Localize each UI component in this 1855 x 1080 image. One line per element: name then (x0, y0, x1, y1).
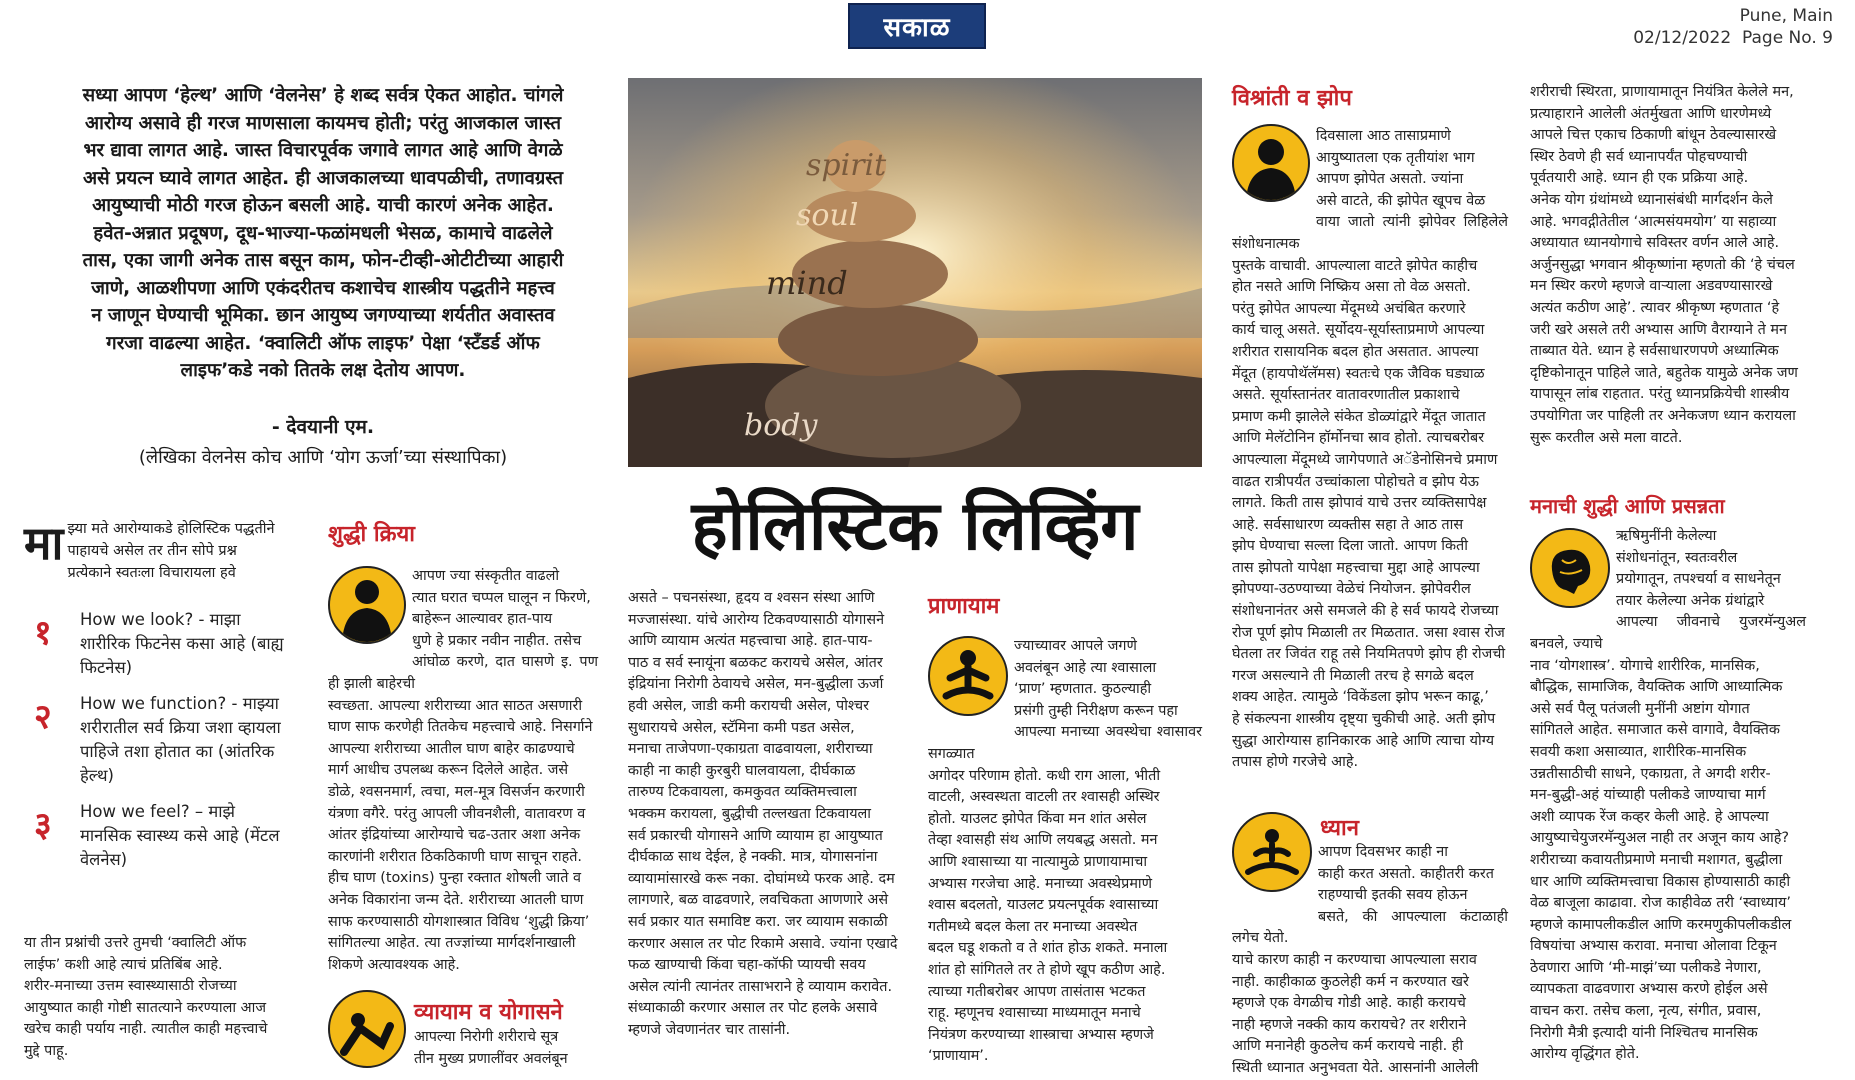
hero-word-mind: mind (766, 264, 848, 302)
question-number: २ (34, 697, 52, 737)
question-text: How we feel? – माझे मानसिक स्वास्थ्य कसे आहे (मेंटल वेलनेस) (80, 802, 280, 869)
article-title: होलिस्टिक लिव्हिंग (691, 487, 1139, 566)
stacked-stones-illustration (628, 78, 1202, 467)
masthead-logo (848, 3, 986, 49)
intro-block (56, 82, 590, 469)
col1-closing: या तीन प्रश्नांची उत्तरे तुमची ‘क्वालिटी ऑफ लाईफ’ कशी आहे त्याचं प्रतिबिंब आहे. शरीर-मनाच्या उत्तम स्वास्थ्यासाठी रोजच्या आयुष्यात काही गोष्टी सातत्याने करण्याला आज खरेच काही पर्याय नाही. त्यातील काही महत्त्वाचे मुद्दे पाहू. (24, 935, 268, 1059)
hero-word-soul: soul (796, 198, 859, 233)
drop-cap: मा (24, 516, 64, 570)
pranayam-text: ज्याच्यावर आपले जगणे अवलंबून आहे त्या श्वासाला ‘प्राण’ म्हणतात. कुठल्याही प्रसंगी तुम्ही निरीक्षण करून पहा आपल्या मनाच्या अवस्थेचा श्वासावर सगळ्यात अगोदर परिणाम होतो. कधी राग आला, भीती वाटली, अस्वस्थता वाटली तर श्वासही अस्थिर होतो. याउलट झोपेत किंवा मन शांत असेल तेव्हा श्वासही संथ आणि लयबद्ध असतो. मन आणि श्वासाच्या या नात्यामुळे प्राणायामाचा अभ्यास गरजेचा आहे. मनाच्या अवस्थेप्रमाणे श्वास बदलतो, याउलट प्रयत्नपूर्वक श्वासाच्या गतीमध्ये बदल केला तर मनाच्या अवस्थेत बदल घडू शकतो व ते शांत होऊ शकते. मनाला शांत हो सांगितले तर ते होणे खूप कठीण आहे. त्याच्या गतीबरोबर आपण तासंतास भटकत राहू. म्हणूनच श्वासाच्या माध्यमातून मनाचे नियंत्रण करण्याच्या शास्त्राचा अभ्यास म्हणजे ‘प्राणायाम’. (928, 638, 1202, 1065)
logo-text: सकाळ (883, 13, 951, 43)
vyayam-text: आपल्या निरोगी शरीराचे सूत्र तीन मुख्य प्रणालींवर अवलंबून (414, 1029, 568, 1067)
dhyan-heading: ध्यान (1320, 816, 1359, 841)
question-text: How we function? - माझ्या शरीरातील सर्व क्रिया जशा व्हायला पाहिजे तशा होतात का (आंतरिक हेल्थ) (80, 694, 281, 785)
vyayam-heading: व्यायाम व योगासने (414, 1000, 563, 1025)
vishranti-text: दिवसाला आठ तासाप्रमाणे आयुष्यातला एक तृतीयांश भाग आपण झोपेत असतो. ज्यांना असे वाटते, की झोपेत खूपच वेळ वाया जातो त्यांनी झोपेवर लिहिलेले संशोधनात्मक पुस्तके वाचावी. आपल्याला वाटते झोपेत काहीच होत नसते आणि निष्क्रिय असा तो वेळ असतो. परंतु झोपेत आपल्या मेंदूमध्ये अचंबित करणारे कार्य चालू असते. सूर्योदय-सूर्यास्ताप्रमाणे आपल्या शरीरात रासायनिक बदल होत असतात. आपल्या मेंदूत (हायपोथॅलॅमस) स्वतःचे एक जैविक घड्याळ असते. सूर्यास्तानंतर वातावरणातील प्रकाशाचे प्रमाण कमी झालेले संकेत डोळ्यांद्वारे मेंदूत जातात आणि मेलॅटोनिन हॉर्मोनचा स्राव होतो. त्याचबरोबर आपल्याला मेंदूमध्ये जागेपणाते अॅडेनोसिनचे प्रमाण वाढत रात्रीपर्यंत उच्चांकाला पोहोचते व झोप येऊ लागते. किती तास झोपावं याचे उत्तर व्यक्तिसापेक्ष आहे. सर्वसाधारण व्यक्तीस सहा ते आठ तास झोप घेण्याचा सल्ला दिला जातो. आपण किती तास झोपतो यापेक्षा महत्त्वाचा मुद्दा आहे आपल्या झोपण्या-उठण्याच्या वेळेचं नियोजन. झोपेवरील संशोधनानंतर असे समजले की हे सर्व फायदे रोजच्या रोज पूर्ण झोप मिळाली तर मिळतात. जसा श्वास रोज घेतला तर जिवंत राहू तसे नियमितपणे झोप ही रोजची गरज असल्याने ती मिळाली तरच हे सगळे बदल शक्य आहेत. त्यामुळे ‘विकेंडला झोप भरून काढू,’ हे संकल्पना शास्त्रीय दृष्ट्या चुकीची आहे. अती झोप सुद्धा आरोग्यास हानिकारक आहे आणि त्याचा योग्य तपास होणे गरजेचे आहे. (1232, 128, 1508, 771)
intro-author-role: (लेखिका वेलनेस कोच आणि ‘योग ऊर्जा’च्या संस्थापिका) (138, 446, 508, 468)
hero-word-body: body (744, 408, 818, 443)
manachi-text: ऋषिमुनींनी केलेल्या संशोधनांतून, स्वतःवरील प्रयोगातून, तपश्चर्या व साधनेतून तयार केलेल्या अनेक ग्रंथांद्वारे आपल्या जीवनाचे युजरमॅन्युअल बनवले, ज्याचे नाव ‘योगशास्त्र’. योगाचे शारीरिक, मानसिक, बौद्धिक, सामाजिक, वैयक्तिक आणि आध्यात्मिक असे सर्व पैलू पतंजली मुनींनी अष्टांग योगात सांगितले आहेत. समाजात कसे वागावे, वैयक्तिक सवयी कशा असाव्यात, शारीरिक-मानसिक उन्नतीसाठीची साधने, एकाग्रता, ते अगदी शरीर- मन-बुद्धी-अहं यांच्याही पलीकडे जाण्याचा मार्ग अशी व्यापक रेंज कव्हर केली आहे. हे आपल्या आयुष्याचेयुजरमॅन्युअल नाही तर अजून काय आहे? शरीराच्या कवायतीप्रमाणे मनाची मशागत, बुद्धीला धार आणि व्यक्तिमत्त्वाचा विकास होण्यासाठी काही वेळ बाजूला काढावा. रोज काहीवेळ तरी ‘स्वाध्याय’ म्हणजे कामापलीकडील आणि करमणुकीपलीकडील विषयांचा अभ्यास करावा. मनाचा ओलावा टिकून ठेवणारा आणि ‘मी-माझं’च्या पलीकडे नेणारा, व्यापकता वाढवणारा अभ्यास करणे होईल असे वाचन करा. तसेच कला, नृत्य, संगीत, प्रवास, निरोगी मैत्री इत्यादी यांनी निश्चितच मानसिक आरोग्य वृद्धिंगत होते. (1530, 528, 1806, 1063)
dhyan-continued-text: शरीराची स्थिरता, प्राणायामातून नियंत्रित केलेले मन, प्रत्याहाराने आलेली अंतर्मुखता आणि धारणेमध्ये आपले चित्त एकाच ठिकाणी बांधून ठेवल्यासारखे स्थिर ठेवणे ही सर्व ध्यानापर्यंत पोहचण्याची पूर्वतयारी आहे. ध्यान ही एक प्रक्रिया आहे. अनेक योग ग्रंथांमध्ये ध्यानासंबंधी मार्गदर्शन केले आहे. भगवद्गीतेतील ‘आत्मसंयमयोग’ या सहाव्या अध्यायात ध्यानयोगाचे सविस्तर वर्णन आले आहे. अर्जुनसुद्धा भगवान श्रीकृष्णांना म्हणतो की ‘हे चंचल मन स्थिर करणे म्हणजे वाऱ्याला अडवण्यासारखे अत्यंत कठीण आहे’. त्यावर श्रीकृष्ण म्हणतात ‘हे जरी खरे असले तरी अभ्यास आणि वैराग्याने ते मन ताब्यात येते. ध्यान हे सर्वसाधारणपणे अध्यात्मिक दृष्टिकोनातून पाहिले जाते, बहुतेक यामुळे अनेक जण यापासून लांब राहतात. परंतु ध्यानप्रक्रियेची शास्त्रीय उपयोगिता जर पाहिली तर अनेकजण ध्यान करायला सुरू करतील असे मला वाटते. (1530, 84, 1798, 446)
shuddhi-heading: शुद्धी क्रिया (328, 522, 415, 547)
date-page: 02/12/2022 Page No. 9 (1633, 28, 1833, 48)
shuddhi-text: आपण ज्या संस्कृतीत वाढलो त्यात घरात चप्पल घालून न फिरणे, बाहेरून आल्यावर हात-पाय धुणे हे प्रकार नवीन नाहीत. तसेच आंघोळ करणे, दात घासणे इ. पण ही झाली बाहेरची स्वच्छता. आपल्या शरीराच्या आत साठत असणारी घाण साफ करणेही तितकेच महत्त्वाचे आहे. निसर्गाने आपल्या शरीराच्या आतील घाण बाहेर काढण्याचे मार्ग आधीच उपलब्ध करून दिलेले आहेत. जसे डोळे, श्वसनमार्ग, त्वचा, मल-मूत्र विसर्जन करणारी यंत्रणा वगैरे. परंतु आपली जीवनशैली, वातावरण व आंतर इंद्रियांच्या आरोग्याचे चढ-उतार अशा अनेक कारणांनी शरीरात ठिकठिकाणी घाण साचून राहते. हीच घाण (toxins) पुन्हा रक्तात शोषली जाते व अनेक विकारांना जन्म देते. शरीराच्या आतली घाण साफ करण्यासाठी योगशास्त्रात विविध ‘शुद्धी क्रिया’ सांगितल्या आहेत. त्या तज्ज्ञांच्या मार्गदर्शनाखाली शिकणे अत्यावश्यक आहे. (328, 568, 598, 973)
question-list (34, 608, 304, 872)
manachi-heading: मनाची शुद्धी आणि प्रसन्नता (1530, 494, 1725, 518)
dhyan-text: आपण दिवसभर काही ना काही करत असतो. काहीतरी करत राहण्याची इतकी सवय होऊन बसते, की आपल्याला कंटाळाही लगेच येतो. याचे कारण काही न करण्याचा आपल्याला सराव नाही. काहीकाळ कुठलेही कर्म न करण्यात खरे म्हणजे एक वेगळीच गोडी आहे. काही करायचे नाही म्हणजे नक्की काय करायचे? तर शरीराने आणि मनानेही कुठलेच कर्म करायचे नाही. ही स्थिती ध्यानात अनुभवता येते. आसनांनी आलेली (1232, 844, 1508, 1076)
pranayam-heading: प्राणायाम (928, 594, 1000, 619)
hero-image-stones (628, 78, 1202, 467)
edition-info (1633, 5, 1833, 49)
question-item (34, 692, 304, 788)
question-item (34, 608, 304, 680)
question-text: How we look? - माझा शारीरिक फिटनेस कसा आहे (बाह्य फिटनेस) (80, 610, 284, 677)
col1-lead (24, 518, 300, 584)
hero-word-spirit: spirit (806, 148, 887, 183)
vyayam-continued-text: असते – पचनसंस्था, हृदय व श्वसन संस्था आणि मज्जासंस्था. यांचे आरोग्य टिकवण्यासाठी योगासने आणि व्यायाम अत्यंत महत्त्वाचा आहे. हात-पाय- पाठ व सर्व स्नायूंना बळकट करायचे असेल, आंतर इंद्रियांना निरोगी ठेवायचे असेल, मन-बुद्धीला ऊर्जा हवी असेल, जाडी कमी करायची असेल, पोश्चर सुधारायचे असेल, स्टॅमिना कमी पडत असेल, मनाचा ताजेपणा-एकाग्रता वाढवायला, शरीराच्या काही ना काही कुरबुरी घालवायला, दीर्घकाळ तारुण्य टिकवायला, कमकुवत व्यक्तिमत्त्वाला भक्कम करायला, बुद्धीची तल्लखता टिकवायला सर्व प्रकारची योगासने आणि व्यायाम हा आयुष्यात दीर्घकाळ साथ देईल, हे नक्की. मात्र, योगासनांना व्यायामांसारखे करू नका. दोघांमध्ये फरक आहे. दम लागणारे, बळ वाढवणारे, लवचिकता आणणारे असे सर्व प्रकार यात समाविष्ट करा. जर व्यायाम सकाळी करणार असाल तर पोट रिकामे असावे. ज्यांना एखादे फळ खाण्याची किंवा चहा-कॉफी प्यायची सवय असेल त्यांनी त्यानंतर तासाभराने हे व्यायाम करावेत. संध्याकाळी करणार असाल तर पोट हलके असावे म्हणजे जेवणानंतर चार तासांनी. (628, 590, 898, 1038)
question-number: ३ (34, 805, 52, 845)
col1-lead-text: झ्या मते आरोग्याकडे होलिस्टिक पद्धतीने पाहायचे असेल तर तीन सोपे प्रश्न प्रत्येकाने स्वतःला विचारायला हवे (67, 521, 275, 581)
question-item (34, 800, 304, 872)
edition-name: Pune, Main (1739, 6, 1833, 26)
intro-author: - देवयानी एम. (271, 415, 375, 438)
intro-text: सध्या आपण ‘हेल्थ’ आणि ‘वेलनेस’ हे शब्द सर्वत्र ऐकत आहोत. चांगले आरोग्य असावे ही गरज माणसाला कायमच होती; परंतु आजकाल जास्त भर द्यावा लागत आहे. जास्त विचारपूर्वक जगावे लागत आहे आणि वेगळे असे प्रयत्न घ्यावे लागत आहेत. ही आजकालच्या धावपळीची, तणावग्रस्त आयुष्याची मोठी गरज होऊन बसली आहे. याची कारणं अनेक आहेत. हवेत-अन्नात प्रदूषण, दूध-भाज्या-फळांमधली भेसळ, कामाचे वाढलेले तास, एका जागी अनेक तास बसून काम, फोन-टीव्ही-ओटीटीच्या आहारी जाणे, आळशीपणा आणि एकंदरीतच कशाचेच शास्त्रीय पद्धतीने महत्त्व न जाणून घेण्याची भूमिका. छान आयुष्य जगण्याच्या शर्यतीत अवास्तव गरजा वाढल्या आहेत. ‘क्वालिटी ऑफ लाइफ’ पेक्षा ‘स्टँडर्ड ऑफ लाइफ’कडे नको तितके लक्ष देतोय आपण. (82, 85, 564, 381)
yoga-pose-icon (328, 990, 406, 1068)
vishranti-heading: विश्रांती व झोप (1232, 86, 1352, 111)
question-number: १ (34, 613, 52, 653)
